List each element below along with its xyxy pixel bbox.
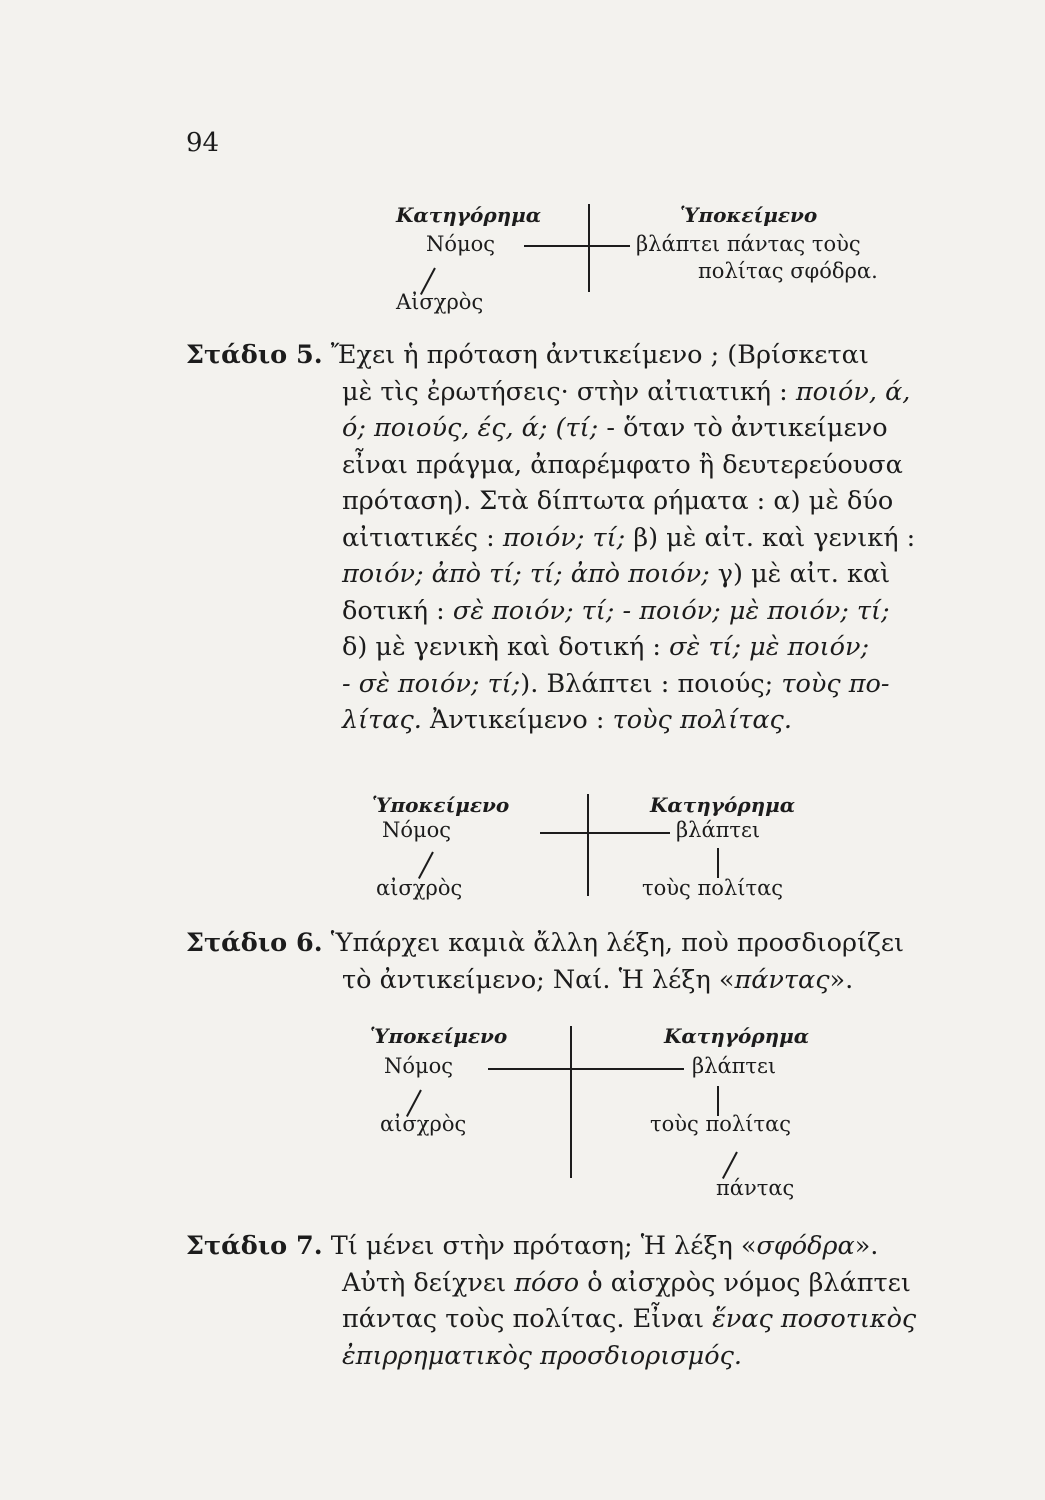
stage7-line1a: Τί μένει στὴν πρόταση; Ἡ λέξη « [330, 1231, 757, 1261]
stage5-line8a: δοτική : [342, 595, 453, 626]
stage7-line3a: πάντας τοὺς πολίτας. Εἶναι [342, 1304, 713, 1334]
stage5-line2b: ποιόν, ά, [795, 376, 911, 407]
stage7-line2c: ὁ αἰσχρὸς νόμος βλάπτει [579, 1267, 911, 1298]
diagram1-verb-line1: βλάπτει πάντας τοὺς [636, 232, 861, 256]
stage5-line1: Ἔχει ἡ πρόταση ἀντικείμενο ; (Βρίσκεται [330, 340, 869, 370]
diagram3-subject: Νόμος [384, 1054, 454, 1078]
stage6-paragraph [186, 925, 976, 998]
diagram3-divider [570, 1026, 572, 1178]
stage5-line6a: αἰτιατικές : [342, 522, 503, 553]
stage5-line10c: τοὺς πο- [781, 668, 890, 699]
stage5-line3b: - ὅταν τὸ ἀντικείμενο [606, 413, 888, 443]
stage7-line1b: σφόδρα [756, 1231, 855, 1261]
diagram3-predicate-header: Κατηγόρημα [664, 1024, 810, 1048]
diagram3-object-modifier-slash [722, 1152, 738, 1179]
diagram1-object-header: Ὑποκείμενο [680, 203, 818, 227]
stage5-line10a: - σὲ ποιόν; τί; [342, 668, 521, 699]
diagram3-verb: βλάπτει [692, 1054, 777, 1078]
stage5-line6b: ποιόν; τί; [502, 522, 626, 553]
diagram2-object: τοὺς πολίτας [642, 876, 784, 900]
stage7-line3b: ἕνας ποσοτικὸς [712, 1304, 917, 1334]
stage7-paragraph [186, 1228, 976, 1374]
stage5-line4: εἶναι πράγμα, ἀπαρέμφατο ἢ δευτερεύουσα [342, 449, 903, 480]
stage5-line11c: τοὺς πολίτας. [612, 705, 792, 735]
diagram2-modifier: αἰσχρὸς [376, 876, 463, 900]
diagram1-baseline [524, 245, 630, 247]
diagram1-divider [588, 204, 590, 292]
stage5-line10b: ). Βλάπτει : ποιούς; [520, 668, 782, 699]
stage5-line2a: μὲ τὶς ἐρωτήσεις· στὴν αἰτιατική : [342, 376, 796, 407]
diagram2-divider [587, 794, 589, 896]
diagram3-baseline [488, 1068, 684, 1070]
diagram1-predicate-header: Κατηγόρημα [396, 203, 542, 227]
stage5-line7a: ποιόν; ἀπὸ τί; τί; ἀπὸ ποιόν; [342, 559, 710, 589]
diagram2-subject-header: Ὑποκείμενο [372, 793, 510, 817]
stage5-line3a: ό; ποιούς, ές, ά; (τί; [342, 413, 607, 443]
stage6-line2a: τὸ ἀντικείμενο; Ναί. Ἡ λέξη « [342, 964, 735, 995]
diagram3-object-modifier: πάντας [716, 1176, 795, 1200]
stage7-line1c: ». [854, 1231, 879, 1261]
stage7-label: Στάδιο 7. [186, 1231, 323, 1261]
stage6-line2b: πάντας [734, 964, 830, 995]
diagram2-predicate-header: Κατηγόρημα [650, 793, 796, 817]
diagram3-modifier: αἰσχρὸς [380, 1112, 467, 1136]
diagram2-subject: Νόμος [382, 818, 452, 842]
stage5-label: Στάδιο 5. [186, 340, 323, 370]
diagram2-baseline [540, 832, 670, 834]
diagram1-modifier: Αἰσχρὸς [396, 290, 484, 314]
stage7-line4: ἐπιρρηματικὸς προσδιορισμός. [342, 1340, 742, 1371]
diagram1-verb-line2: πολίτας σφόδρα. [698, 259, 878, 283]
stage6-line1: Ὑπάρχει καμιὰ ἄλλη λέξη, ποὺ προσδιορίζει [330, 928, 905, 958]
diagram2-verb: βλάπτει [676, 818, 761, 842]
diagram2-modifier-slash [418, 852, 434, 879]
diagram3-object: τοὺς πολίτας [650, 1112, 792, 1136]
stage5-line5: πρόταση). Στὰ δίπτωτα ρήματα : α) μὲ δύο [342, 486, 894, 516]
stage5-line11a: λίτας. [342, 705, 422, 735]
stage6-line2c: ». [829, 964, 854, 995]
diagram3-subject-header: Ὑποκείμενο [370, 1024, 508, 1048]
diagram1-subject: Νόμος [426, 232, 496, 256]
page-number: 94 [186, 128, 220, 158]
stage5-line9b: σὲ τί; μὲ ποιόν; [669, 632, 870, 662]
stage5-line7b: γ) μὲ αἰτ. καὶ [709, 559, 891, 589]
stage6-label: Στάδιο 6. [186, 928, 323, 958]
stage5-line9a: δ) μὲ γενικὴ καὶ δοτική : [342, 632, 670, 662]
diagram2-object-connector [717, 848, 719, 878]
stage7-line2b: πόσο [514, 1267, 580, 1298]
stage7-line2a: Αὐτὴ δείχνει [342, 1267, 515, 1298]
stage5-line11b: Ἀντικείμενο : [421, 705, 613, 735]
stage5-line6c: β) μὲ αἰτ. καὶ γενική : [625, 522, 916, 553]
stage5-paragraph [186, 337, 976, 739]
stage5-line8b: σὲ ποιόν; τί; - ποιόν; μὲ ποιόν; τί; [452, 595, 890, 626]
